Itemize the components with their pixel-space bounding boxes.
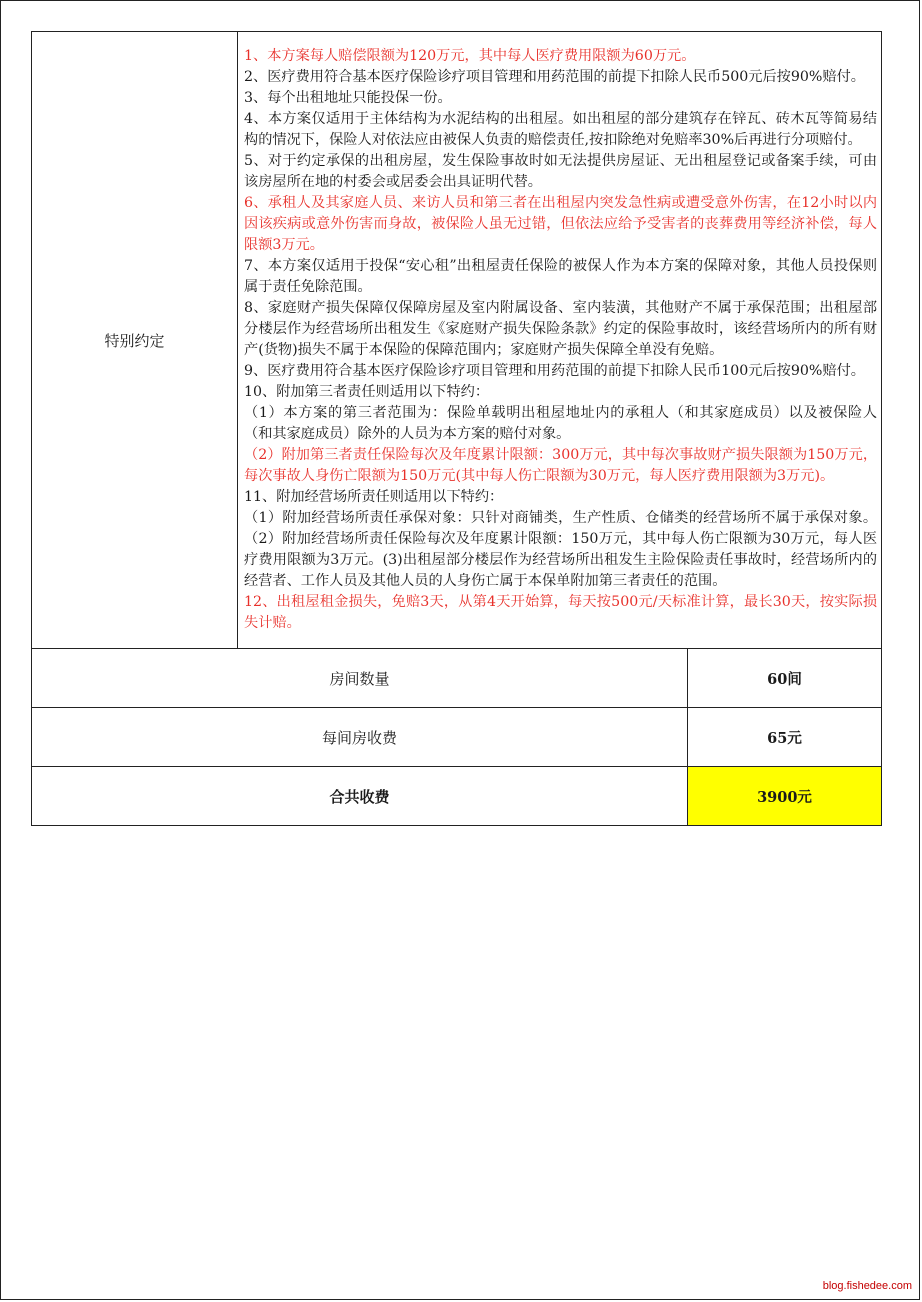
clause-11: （1）本方案的第三者范围为：保险单载明出租屋地址内的承租人（和其家庭成员）以及被保险人（和其家庭成员）除外的人员为本方案的赔付对象。 (244, 405, 878, 442)
special-terms-clauses (238, 32, 882, 649)
clause-8: 8、家庭财产损失保障仅保障房屋及室内附属设备、室内装潢，其他财产不属于承保范围；出租屋部分楼层作为经营场所出租发生《家庭财产损失保险条款》约定的保险事故时，该经营场所内的所有财产(货物)损失不属于本保险的保障范围内；家庭财产损失保障全单没有免赔。 (244, 300, 878, 358)
fee-per-room-label: 每间房收费 (32, 708, 688, 767)
clause-12: （2）附加第三者责任保险每次及年度累计限额：300万元，其中每次事故财产损失限额为150万元，每次事故人身伤亡限额为150万元(其中每人伤亡限额为30万元，每人医疗费用限额为3万元)。 (244, 447, 878, 484)
total-label: 合共收费 (32, 767, 688, 826)
clause-6: 6、承租人及其家庭人员、来访人员和第三者在出租屋内突发急性病或遭受意外伤害，在12小时以内因该疾病或意外伤害而身故，被保险人虽无过错，但依法应给予受害者的丧葬费用等经济补偿，每人限额3万元。 (244, 195, 878, 253)
clause-7: 7、本方案仅适用于投保“安心租”出租屋责任保险的被保人作为本方案的保障对象，其他人员投保则属于责任免除范围。 (244, 258, 878, 295)
clause-9: 9、医疗费用符合基本医疗保险诊疗项目管理和用药范围的前提下扣除人民币100元后按90%赔付。 (244, 363, 865, 379)
clause-1: 1、本方案每人赔偿限额为120万元，其中每人医疗费用限额为60万元。 (244, 48, 696, 64)
insurance-terms-table (31, 31, 882, 826)
clause-15: 12、出租屋租金损失，免赔3天，从第4天开始算，每天按500元/天标准计算，最长30天，按实际损失计赔。 (244, 594, 878, 631)
fee-per-room-value: 65元 (688, 708, 882, 767)
clause-list (244, 46, 877, 634)
fee-per-room-row (32, 708, 882, 767)
clause-14: （1）附加经营场所责任承保对象：只针对商铺类，生产性质、仓储类的经营场所不属于承保对象。（2）附加经营场所责任保险每次及年度累计限额：150万元，其中每人伤亡限额为30万元，每人医疗费用限额为3万元。(3)出租屋部分楼层作为经营场所出租发生主险保险责任事故时，经营场所内的经营者、工作人员及其他人员的人身伤亡属于本保单附加第三者责任的范围。 (244, 510, 878, 589)
rooms-value: 60间 (688, 649, 882, 708)
clause-2: 2、医疗费用符合基本医疗保险诊疗项目管理和用药范围的前提下扣除人民币500元后按90%赔付。 (244, 69, 865, 85)
special-terms-label: 特别约定 (32, 32, 238, 649)
rooms-row (32, 649, 882, 708)
special-terms-row (32, 32, 882, 649)
clause-13: 11、附加经营场所责任则适用以下特约： (244, 489, 504, 505)
clause-3: 3、每个出租地址只能投保一份。 (244, 90, 452, 106)
clause-5: 5、对于约定承保的出租房屋，发生保险事故时如无法提供房屋证、无出租屋登记或备案手续，可由该房屋所在地的村委会或居委会出具证明代替。 (244, 153, 878, 190)
clause-10: 10、附加第三者责任则适用以下特约： (244, 384, 490, 400)
watermark: blog.fishedee.com (822, 1280, 912, 1292)
total-value: 3900元 (688, 767, 882, 826)
rooms-label: 房间数量 (32, 649, 688, 708)
total-row (32, 767, 882, 826)
clause-4: 4、本方案仅适用于主体结构为水泥结构的出租屋。如出租屋的部分建筑存在锌瓦、砖木瓦等简易结构的情况下，保险人对依法应由被保人负责的赔偿责任,按扣除绝对免赔率30%后再进行分项赔付。 (244, 111, 878, 148)
